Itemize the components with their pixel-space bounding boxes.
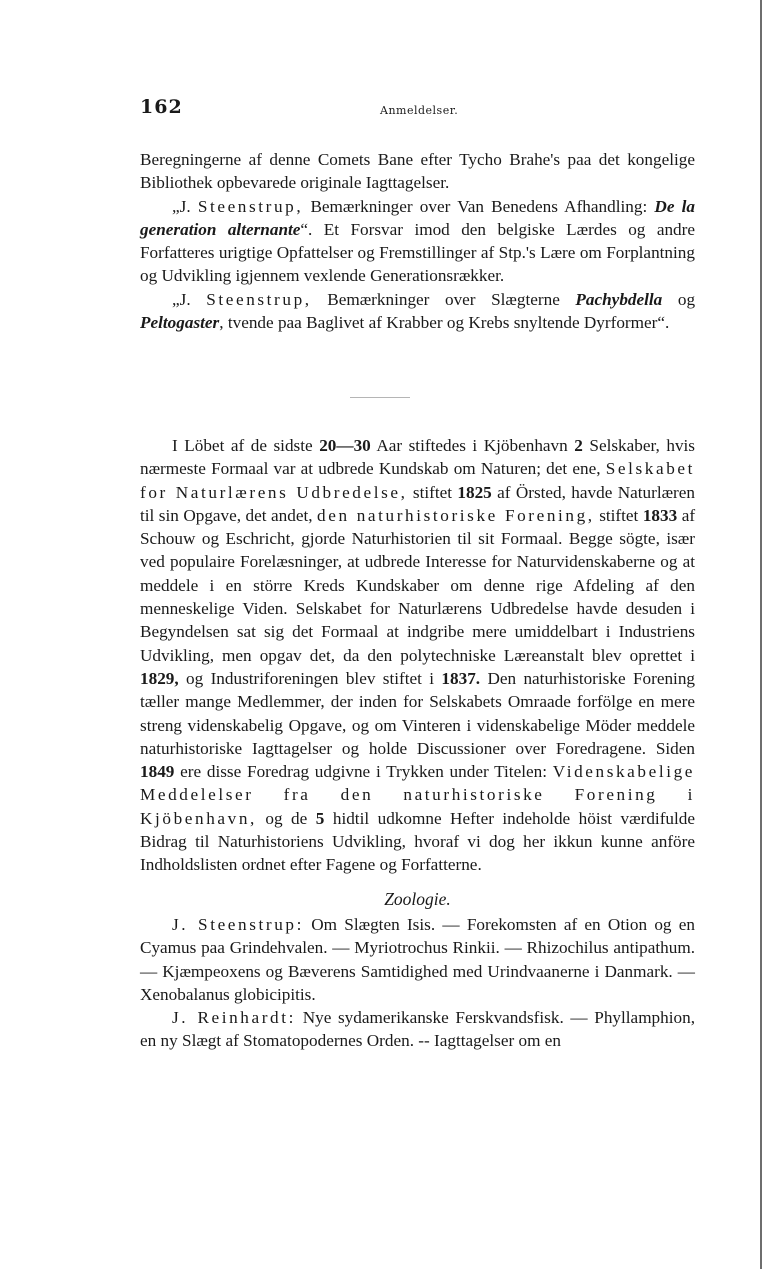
society-name: den naturhistoriske Forening, [317,505,595,525]
genus-name: Peltogaster [140,313,220,333]
zoology-entry: J. Steenstrup: Om Slægten Isis. — Forekomsten af en Otion og en Cyamus paa Grindehvalen. — Myriotrochus Rinkii. — Rhizochilus antipathum. — Kjæmpeoxens og Bæverens Samtidighed med Urindvaanerne i Danmark. — Xenobalanus globicipitis. [140,914,695,1004]
entry-author: J. Steenstrup: [172,914,304,934]
paragraph-steenstrup-genera: „J. Steenstrup, Bemærkninger over Slægterne Pachybdella og Peltogaster, tvende paa Baglivet af Krabber og Krebs snyltende Dyrformer“. [140,289,696,333]
author-name: Steenstrup, [197,196,304,216]
genus-name: Pachybdella [575,289,663,309]
society-name: Selskabet for Naturlærens Udbredelse, [140,459,696,502]
article-body [140,434,695,1053]
page-edge-line [760,0,762,1269]
publication-title: Videnskabelige Meddelelser fra den naturhistoriske Forening i Kjöbenhavn, [140,762,696,828]
intro-paragraph: I Löbet af de sidste 20—30 Aar stiftedes i Kjöbenhavn 2 Selskaber, hvis nærmeste Formaal var at udbrede Kundskab om Naturen; det ene, Selskabet for Naturlærens Udbredelse, stiftet 1825 af Örsted, havde Naturlæren til sin Opgave, det andet, den naturhistoriske Forening, stiftet 1833 af Schouw og Eschricht, gjorde Naturhistorien til sit Formaal. Begge sögte, især ved populaire Forelæsninger, at udbrede Interesse for Naturvidenskaberne og at meddele i en större Kreds Kundskaber om denne rige Afdeling af den menneskelige Viden. Selskabet for Naturlærens Udbredelse havde desuden i Begyndelsen sat sig det Formaal at indgribe mere umiddelbart i Industriens Udvikling, men opgav det, da den polytechniske Læreanstalt blev oprettet i 1829, og Industriforeningen blev stiftet i 1837. Den naturhistoriske Forening tæller mange Medlemmer, der inden for Selskabets Omraade forfölge en mere streng videnskabelig Opgave, og om Vinteren i videnskabelige Möder meddele naturhistoriske Iagttagelser og holde Discussioner over Foredragene. Siden 1849 ere disse Foredrag udgivne i Trykken under Titelen: Videnskabelige Meddelelser fra den naturhistoriske Forening i Kjöbenhavn, og de 5 hidtil udkomne Hefter indeholde höist værdifulde Bidrag til Naturhistoriens Udvikling, hvoraf vi dog her ikkun kunne anföre Indholdslisten ordnet efter Fagene og Forfatterne. [140,436,696,875]
section-heading-zoology: Zoologie. [384,888,451,909]
entry-author: J. Reinhardt: [172,1008,297,1028]
page-number: 162 [140,96,183,118]
paragraph-steenstrup-benedens: „J. Steenstrup, Bemærkninger over Van Benedens Afhandling: De la generation alternante“. Et Forsvar imod den belgiske Lærdes og andre Forfatteres urigtige Opfattelser og Fremstillinger af Stp.'s Lære om Forplantning og Udvikling igjennem vexlende Generationsrækker. [140,196,696,286]
zoology-entry: J. Reinhardt: Nye sydamerikanske Ferskvandsfisk. — Phyllamphion, en ny Slægt af Stomatopodernes Orden. -- Iagttagelser om en [140,1008,696,1051]
section-divider [350,397,410,398]
listing-block [140,148,695,334]
author-name: Steenstrup, [206,289,312,309]
work-title: De la generation alternante [140,196,696,239]
paragraph-comet: Beregningerne af denne Comets Bane efter Tycho Brahe's paa det kongelige Bibliothek opbevarede originale Iagttagelser. [140,150,695,193]
page-header [140,96,695,120]
running-head: Anmeldelser. [380,104,459,117]
